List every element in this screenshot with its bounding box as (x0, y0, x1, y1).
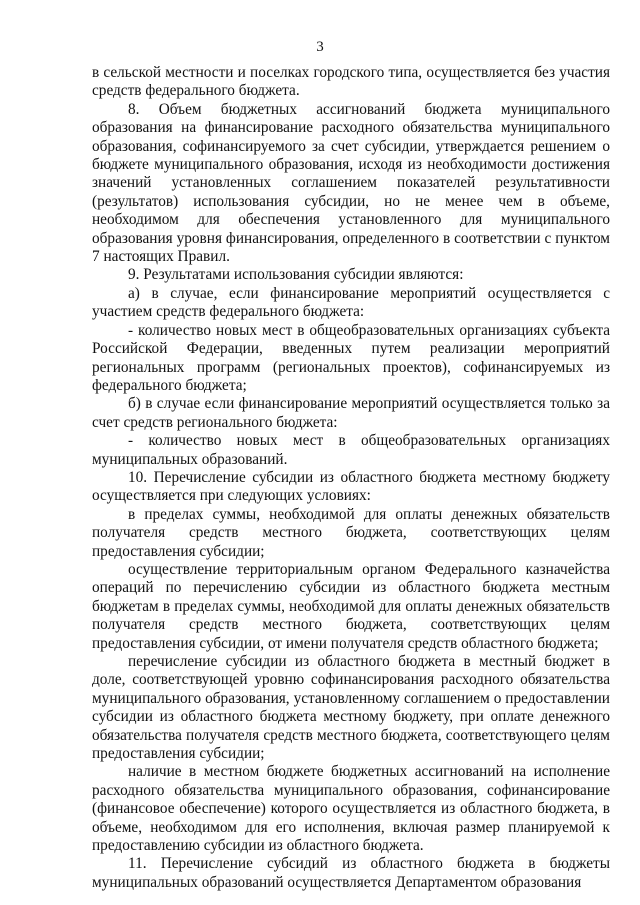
paragraph-11: 11. Перечисление субсидий из областного бюджета в бюджеты муниципальных образований осуществляется Департаментом образования (92, 855, 610, 891)
paragraph-9: 9. Результатами использования субсидии являются: (128, 266, 464, 284)
paragraph-8: 8. Объем бюджетных ассигнований бюджета муниципального образования на финансирование расходного обязательства муниципального образования, софинансируемого за счет субсидии, утверждается решением о бюджете муниципального образования, исходя из необходимости достижения значений установленных соглашением показателей результативности (результатов) использования субсидии, но не менее чем в объеме, необходимом для обеспечения установленного для муниципального образования уровня финансирования, определенного в соответствии с пунктом 7 настоящих Правил. (92, 100, 610, 266)
paragraph-9a: а) в случае, если финансирование мероприятий осуществляется с участием средств федерального бюджета: (92, 284, 610, 321)
document-body (92, 64, 610, 892)
paragraph-continuation: в сельской местности и поселках городского типа, осуществляется без участия средств федерального бюджета. (92, 64, 610, 100)
paragraph-9b-item: - количество новых мест в общеобразовательных организациях муниципальных образований. (92, 432, 610, 468)
paragraph-9a-item: - количество новых мест в общеобразовательных организациях субъекта Российской Федерации, введенных путем реализации мероприятий региональных программ (региональных проектов), софинансируемых из федерального бюджета; (92, 321, 610, 394)
paragraph-9b: б) в случае если финансирование мероприятий осуществляется только за счет средств регионального бюджета: (92, 395, 610, 431)
paragraph-10: 10. Перечисление субсидии из областного бюджета местному бюджету осуществляется при следующих условиях: (92, 468, 610, 505)
paragraph-10-condition-4: наличие в местном бюджете бюджетных ассигнований на исполнение расходного обязательства муниципального образования, софинансирование (финансовое обеспечение) которого осуществляется из областного бюджета, в объеме, необходимом для его исполнения, включая размер планируемой к предоставлению субсидии из областного бюджета. (92, 763, 610, 855)
paragraph-10-condition-3: перечисление субсидии из областного бюджета в местный бюджет в доле, соответствующей уровню софинансирования расходного обязательства муниципального образования, установленному соглашением о предоставлении субсидии из областного бюджета местному бюджету, при оплате денежного обязательства получателя средств местного бюджета, соответствующего целям предоставления субсидии; (92, 653, 610, 763)
paragraph-10-condition-1: в пределах суммы, необходимой для оплаты денежных обязательств получателя средств местного бюджета, соответствующих целям предоставления субсидии; (92, 505, 610, 560)
page-number: 3 (316, 39, 324, 55)
paragraph-10-condition-2: осуществление территориальным органом Федерального казначейства операций по перечислению субсидии из областного бюджета местным бюджетам в пределах суммы, необходимой для оплаты денежных обязательств получателя средств местного бюджета, соответствующих целям предоставления субсидии, от имени получателя средств областного бюджета; (92, 560, 610, 652)
